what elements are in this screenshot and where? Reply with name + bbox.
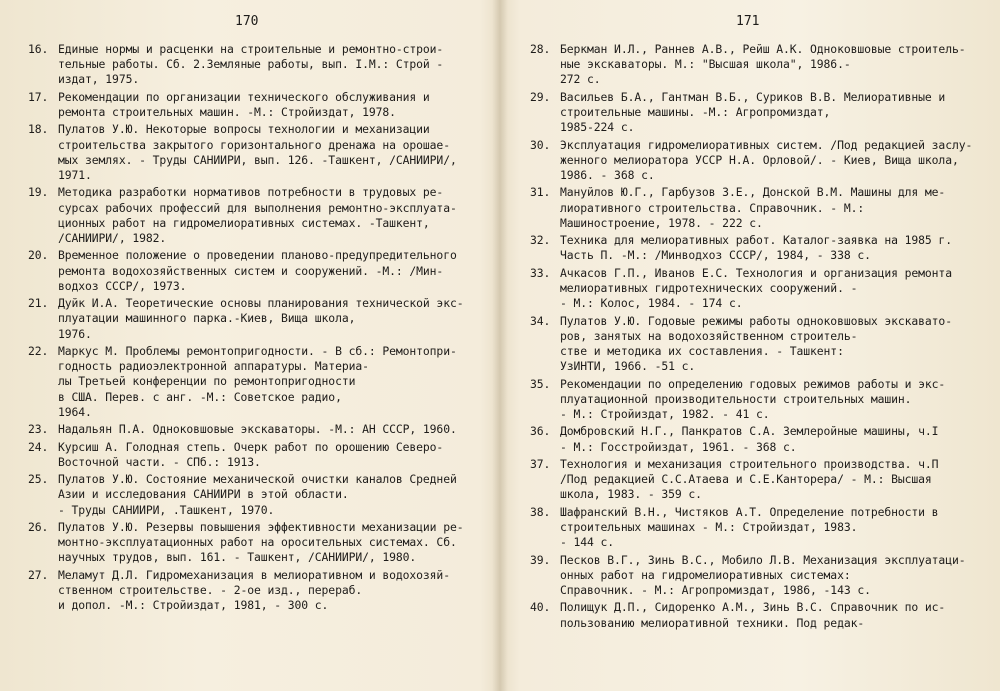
entry-text-line: Пулатов У.Ю. Некоторые вопросы технологии и механизации bbox=[58, 122, 430, 137]
entry-text-line: 1976. bbox=[58, 326, 92, 341]
bibliography-entry bbox=[530, 90, 986, 136]
bibliography-entry bbox=[28, 344, 478, 420]
entry-text-line: - М.: Стройиздат, 1982. - 41 с. bbox=[560, 406, 770, 421]
entry-text-line: Песков В.Г., Зинь В.С., Мобило Л.В. Механизация эксплуатаци- bbox=[560, 552, 966, 567]
entry-text-line: пользованию мелиоративной техники. Под редак- bbox=[560, 615, 865, 630]
entry-text-line: годность радиоэлектронной аппаратуры. Материа- bbox=[58, 359, 369, 374]
bibliography-entry bbox=[28, 90, 478, 120]
entry-text-line: - Труды САНИИРИ, .Ташкент, 1970. bbox=[58, 502, 275, 517]
entry-text-line: Справочник. - М.: Агропромиздат, 1986, -143 с. bbox=[560, 582, 871, 597]
page-number: 171 bbox=[736, 14, 760, 29]
entry-number: 35. bbox=[530, 376, 551, 391]
entry-number: 28. bbox=[530, 42, 551, 56]
entry-text-line: Полищук Д.П., Сидоренко А.М., Зинь В.С. Справочник по ис- bbox=[560, 600, 946, 615]
entry-text-line: Методика разработки нормативов потребности в трудовых ре- bbox=[58, 185, 444, 200]
bibliography-entry bbox=[28, 248, 478, 294]
entry-number: 16. bbox=[28, 42, 49, 56]
bibliography-entry bbox=[28, 296, 478, 342]
left-page bbox=[0, 0, 492, 691]
entry-text-line: Надальян П.А. Одноковшовые экскаваторы. -М.: АН СССР, 1960. bbox=[58, 422, 457, 437]
entry-text-line: школа, 1983. - 359 с. bbox=[560, 487, 702, 502]
entry-text-line: Пулатов У.Ю. Состояние механической очистки каналов Средней bbox=[58, 472, 457, 487]
entry-text-line: в США. Перев. с анг. -М.: Советское радио, bbox=[58, 389, 342, 404]
entry-text-line: Меламут Д.Л. Гидромеханизация в мелиоративном и водохозяй- bbox=[58, 567, 450, 582]
bibliography-entry bbox=[28, 520, 478, 566]
bibliography-entry bbox=[530, 42, 986, 88]
entry-text-line: строительные машины. -М.: Агропромиздат, bbox=[560, 105, 831, 119]
entry-number: 23. bbox=[28, 422, 49, 437]
entry-text-line: Дуйк И.А. Теоретические основы планирования технической экс- bbox=[58, 296, 464, 311]
entry-text-line: Технология и механизация строительного производства. ч.П bbox=[560, 456, 939, 471]
entry-number: 31. bbox=[530, 185, 551, 200]
entry-text-line: Азии и исследования САНИИРИ в этой области. bbox=[58, 487, 349, 502]
bibliography-entry bbox=[28, 472, 478, 518]
bibliography-entry bbox=[28, 42, 478, 88]
right-page bbox=[508, 0, 1000, 691]
entry-text-line: мелиоративных гидротехнических сооружений. - bbox=[560, 280, 858, 295]
entry-text-line: УзИНТИ, 1966. -51 с. bbox=[560, 359, 696, 374]
entry-text-line: водхоз СССР/, 1973. bbox=[58, 278, 187, 293]
entry-text-line: Рекомендации по определению годовых режимов работы и экс- bbox=[560, 376, 946, 391]
entry-text-line: строительных машинах - М.: Стройиздат, 1983. bbox=[560, 519, 858, 534]
entry-number: 18. bbox=[28, 122, 49, 137]
entry-number: 21. bbox=[28, 296, 49, 311]
entry-number: 30. bbox=[530, 137, 551, 152]
bibliography-entry bbox=[530, 266, 986, 312]
entry-number: 32. bbox=[530, 233, 551, 248]
bibliography-list bbox=[28, 42, 478, 616]
bibliography-entry bbox=[28, 122, 478, 183]
entry-text-line: 272 с. bbox=[560, 72, 601, 87]
entry-text-line: Ачкасов Г.П., Иванов Е.С. Технология и организация ремонта bbox=[560, 265, 952, 280]
entry-text-line: Эксплуатация гидромелиоративных систем. /Под редакцией заслу- bbox=[560, 137, 973, 152]
entry-number: 38. bbox=[530, 504, 551, 519]
bibliography-entry bbox=[530, 553, 986, 599]
entry-text-line: сурсах рабочих профессий для выполнения ремонтно-эксплуата- bbox=[58, 200, 457, 215]
bibliography-entry bbox=[530, 185, 986, 231]
bibliography-entry bbox=[530, 457, 986, 503]
entry-text-line: женного мелиоратора УССР Н.А. Орловой/. - Киев, Вища школа, bbox=[560, 152, 959, 167]
entry-text-line: тельные работы. Сб. 2.Земляные работы, вып. I.М.: Строй - bbox=[58, 57, 444, 72]
entry-text-line: научных трудов, вып. 161. - Ташкент, /САНИИРИ/, 1980. bbox=[58, 550, 417, 565]
entry-text-line: плуатационной производительности строительных машин. bbox=[560, 391, 912, 406]
entry-text-line: Курсиш А. Голодная степь. Очерк работ по орошению Северо- bbox=[58, 439, 444, 454]
bibliography-entry bbox=[530, 424, 986, 454]
entry-text-line: Васильев Б.А., Гантман В.Б., Суриков В.В. Мелиоративные и bbox=[560, 89, 946, 104]
entry-text-line: Шафранский В.Н., Чистяков А.Т. Определение потребности в bbox=[560, 504, 939, 519]
entry-text-line: ственном строительстве. - 2-ое изд., перераб. bbox=[58, 582, 363, 597]
entry-text-line: Пулатов У.Ю. Резервы повышения эффективности механизации ре- bbox=[58, 519, 464, 534]
entry-text-line: Машиностроение, 1978. - 222 с. bbox=[560, 215, 763, 230]
bibliography-entry bbox=[530, 233, 986, 263]
bibliography-entry bbox=[28, 440, 478, 470]
entry-text-line: 1964. bbox=[58, 404, 92, 419]
entry-number: 36. bbox=[530, 424, 551, 439]
bibliography-list bbox=[530, 42, 986, 633]
entry-text-line: Часть П. -М.: /Минводхоз СССР/, 1984, - 338 с. bbox=[560, 248, 871, 263]
entry-text-line: Рекомендации по организации технического обслуживания и bbox=[58, 89, 430, 104]
entry-text-line: мых землях. - Труды САНИИРИ, вып. 126. -Ташкент, /САНИИРИ/, bbox=[58, 152, 457, 167]
bibliography-entry bbox=[28, 422, 478, 437]
entry-number: 24. bbox=[28, 439, 49, 454]
entry-text-line: Единые нормы и расценки на строительные и ремонтно-строи- bbox=[58, 42, 444, 56]
entry-text-line: стве и методика их составления. - Ташкент: bbox=[560, 343, 844, 358]
entry-text-line: /Под редакцией С.С.Атаева и С.Е.Канторера/ - М.: Высшая bbox=[560, 472, 932, 487]
entry-text-line: Мануйлов Ю.Г., Гарбузов З.Е., Донской В.М. Машины для ме- bbox=[560, 185, 946, 200]
entry-number: 25. bbox=[28, 472, 49, 487]
entry-text-line: строительства закрытого горизонтального дренажа на орошае- bbox=[58, 137, 450, 152]
entry-number: 37. bbox=[530, 456, 551, 471]
entry-number: 29. bbox=[530, 89, 551, 104]
entry-text-line: 1971. bbox=[58, 168, 92, 182]
entry-number: 19. bbox=[28, 185, 49, 200]
bibliography-entry bbox=[530, 138, 986, 184]
entry-text-line: издат, 1975. bbox=[58, 72, 140, 87]
entry-text-line: ционных работ на гидромелиоративных системах. -Ташкент, bbox=[58, 215, 430, 230]
entry-text-line: - 144 с. bbox=[560, 535, 615, 550]
entry-text-line: Беркман И.Л., Раннев А.В., Рейш А.К. Одноковшовые строитель- bbox=[560, 42, 966, 56]
entry-number: 33. bbox=[530, 265, 551, 280]
entry-text-line: - М.: Госстройиздат, 1961. - 368 с. bbox=[560, 439, 797, 454]
entry-text-line: Пулатов У.Ю. Годовые режимы работы одноковшовых экскавато- bbox=[560, 313, 952, 328]
entry-text-line: 1986. - 368 с. bbox=[560, 168, 655, 182]
entry-number: 40. bbox=[530, 600, 551, 615]
entry-text-line: ров, занятых на водохозяйственном строитель- bbox=[560, 328, 858, 343]
entry-number: 34. bbox=[530, 313, 551, 328]
page-number: 170 bbox=[235, 14, 259, 29]
entry-number: 26. bbox=[28, 519, 49, 534]
entry-text-line: плуатации машинного парка.-Киев, Вища школа, bbox=[58, 311, 356, 326]
entry-number: 39. bbox=[530, 552, 551, 567]
entry-number: 27. bbox=[28, 567, 49, 582]
entry-number: 20. bbox=[28, 248, 49, 263]
entry-text-line: Маркус М. Проблемы ремонтопригодности. - В сб.: Ремонтопри- bbox=[58, 343, 457, 358]
entry-text-line: лы Третьей конференции по ремонтопригодности bbox=[58, 374, 356, 389]
bibliography-entry bbox=[530, 505, 986, 551]
entry-text-line: Временное положение о проведении планово-предупредительного bbox=[58, 248, 457, 263]
entry-text-line: монтно-эксплуатационных работ на оросительных системах. Сб. bbox=[58, 535, 457, 550]
bibliography-entry bbox=[28, 185, 478, 246]
entry-text-line: ремонта водохозяйственных систем и сооружений. -М.: /Мин- bbox=[58, 263, 444, 278]
entry-text-line: Восточной части. - СПб.: 1913. bbox=[58, 454, 261, 469]
bibliography-entry bbox=[530, 600, 986, 630]
bibliography-entry bbox=[530, 377, 986, 423]
book-gutter bbox=[492, 0, 508, 691]
entry-number: 22. bbox=[28, 343, 49, 358]
entry-text-line: /САНИИРИ/, 1982. bbox=[58, 231, 167, 245]
entry-text-line: онных работ на гидромелиоративных системах: bbox=[560, 567, 851, 582]
entry-text-line: ные экскаваторы. М.: "Высшая школа", 1986.- bbox=[560, 57, 851, 72]
bibliography-entry bbox=[530, 314, 986, 375]
entry-text-line: Техника для мелиоративных работ. Каталог-заявка на 1985 г. bbox=[560, 233, 952, 248]
entry-text-line: и допол. -М.: Стройиздат, 1981, - 300 с. bbox=[58, 598, 329, 613]
entry-text-line: Домбровский Н.Г., Панкратов С.А. Землеройные машины, ч.I bbox=[560, 424, 939, 439]
entry-text-line: лиоративного строительства. Справочник. - М.: bbox=[560, 200, 865, 215]
entry-text-line: 1985-224 с. bbox=[560, 120, 635, 135]
bibliography-entry bbox=[28, 568, 478, 614]
entry-number: 17. bbox=[28, 89, 49, 104]
entry-text-line: - М.: Колос, 1984. - 174 с. bbox=[560, 296, 743, 311]
entry-text-line: ремонта строительных машин. -М.: Стройиздат, 1978. bbox=[58, 105, 396, 119]
